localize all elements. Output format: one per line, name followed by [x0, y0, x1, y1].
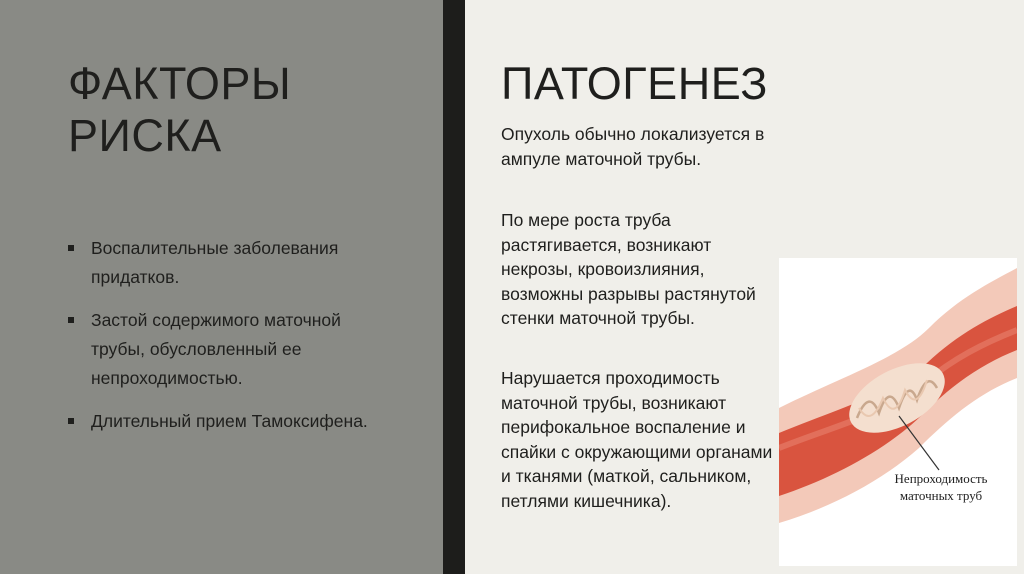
caption-line-1: Непроходимость [894, 471, 988, 486]
fallopian-tube-drawing [779, 258, 1017, 566]
bullet-square-icon [68, 418, 74, 424]
list-item-text: Воспалительные заболевания придатков. [91, 238, 339, 287]
list-item-text: Застой содержимого маточной трубы, обусловленный ее непроходимостью. [91, 310, 341, 388]
figure-caption [871, 470, 1011, 504]
bullet-square-icon [68, 245, 74, 251]
list-item [68, 407, 398, 436]
tube-obstruction-illustration [779, 258, 1017, 566]
caption-line-2: маточных труб [899, 488, 983, 503]
panel-divider [443, 0, 465, 574]
pathogenesis-paragraph-3: Нарушается проходимость маточной трубы, возникают перифокальное воспаление и спайки с окружающими органами и тканями (маткой, сальником, петлями кишечника). [501, 368, 773, 511]
list-item [68, 306, 398, 393]
list-item-text: Длительный прием Тамоксифена. [91, 411, 368, 431]
pathogenesis-paragraph-2: По мере роста труба растягивается, возникают некрозы, кровоизлияния, возможны разрывы растянутой стенки маточной трубы. [501, 210, 756, 328]
risk-factors-title: ФАКТОРЫ РИСКА [68, 58, 292, 161]
bullet-square-icon [68, 317, 74, 323]
risk-factors-list [68, 234, 398, 450]
list-item [68, 234, 398, 292]
pathogenesis-title: ПАТОГЕНЕЗ [501, 58, 768, 109]
pathogenesis-paragraph-1: Опухоль обычно локализуется в ампуле маточной трубы. [501, 124, 765, 169]
